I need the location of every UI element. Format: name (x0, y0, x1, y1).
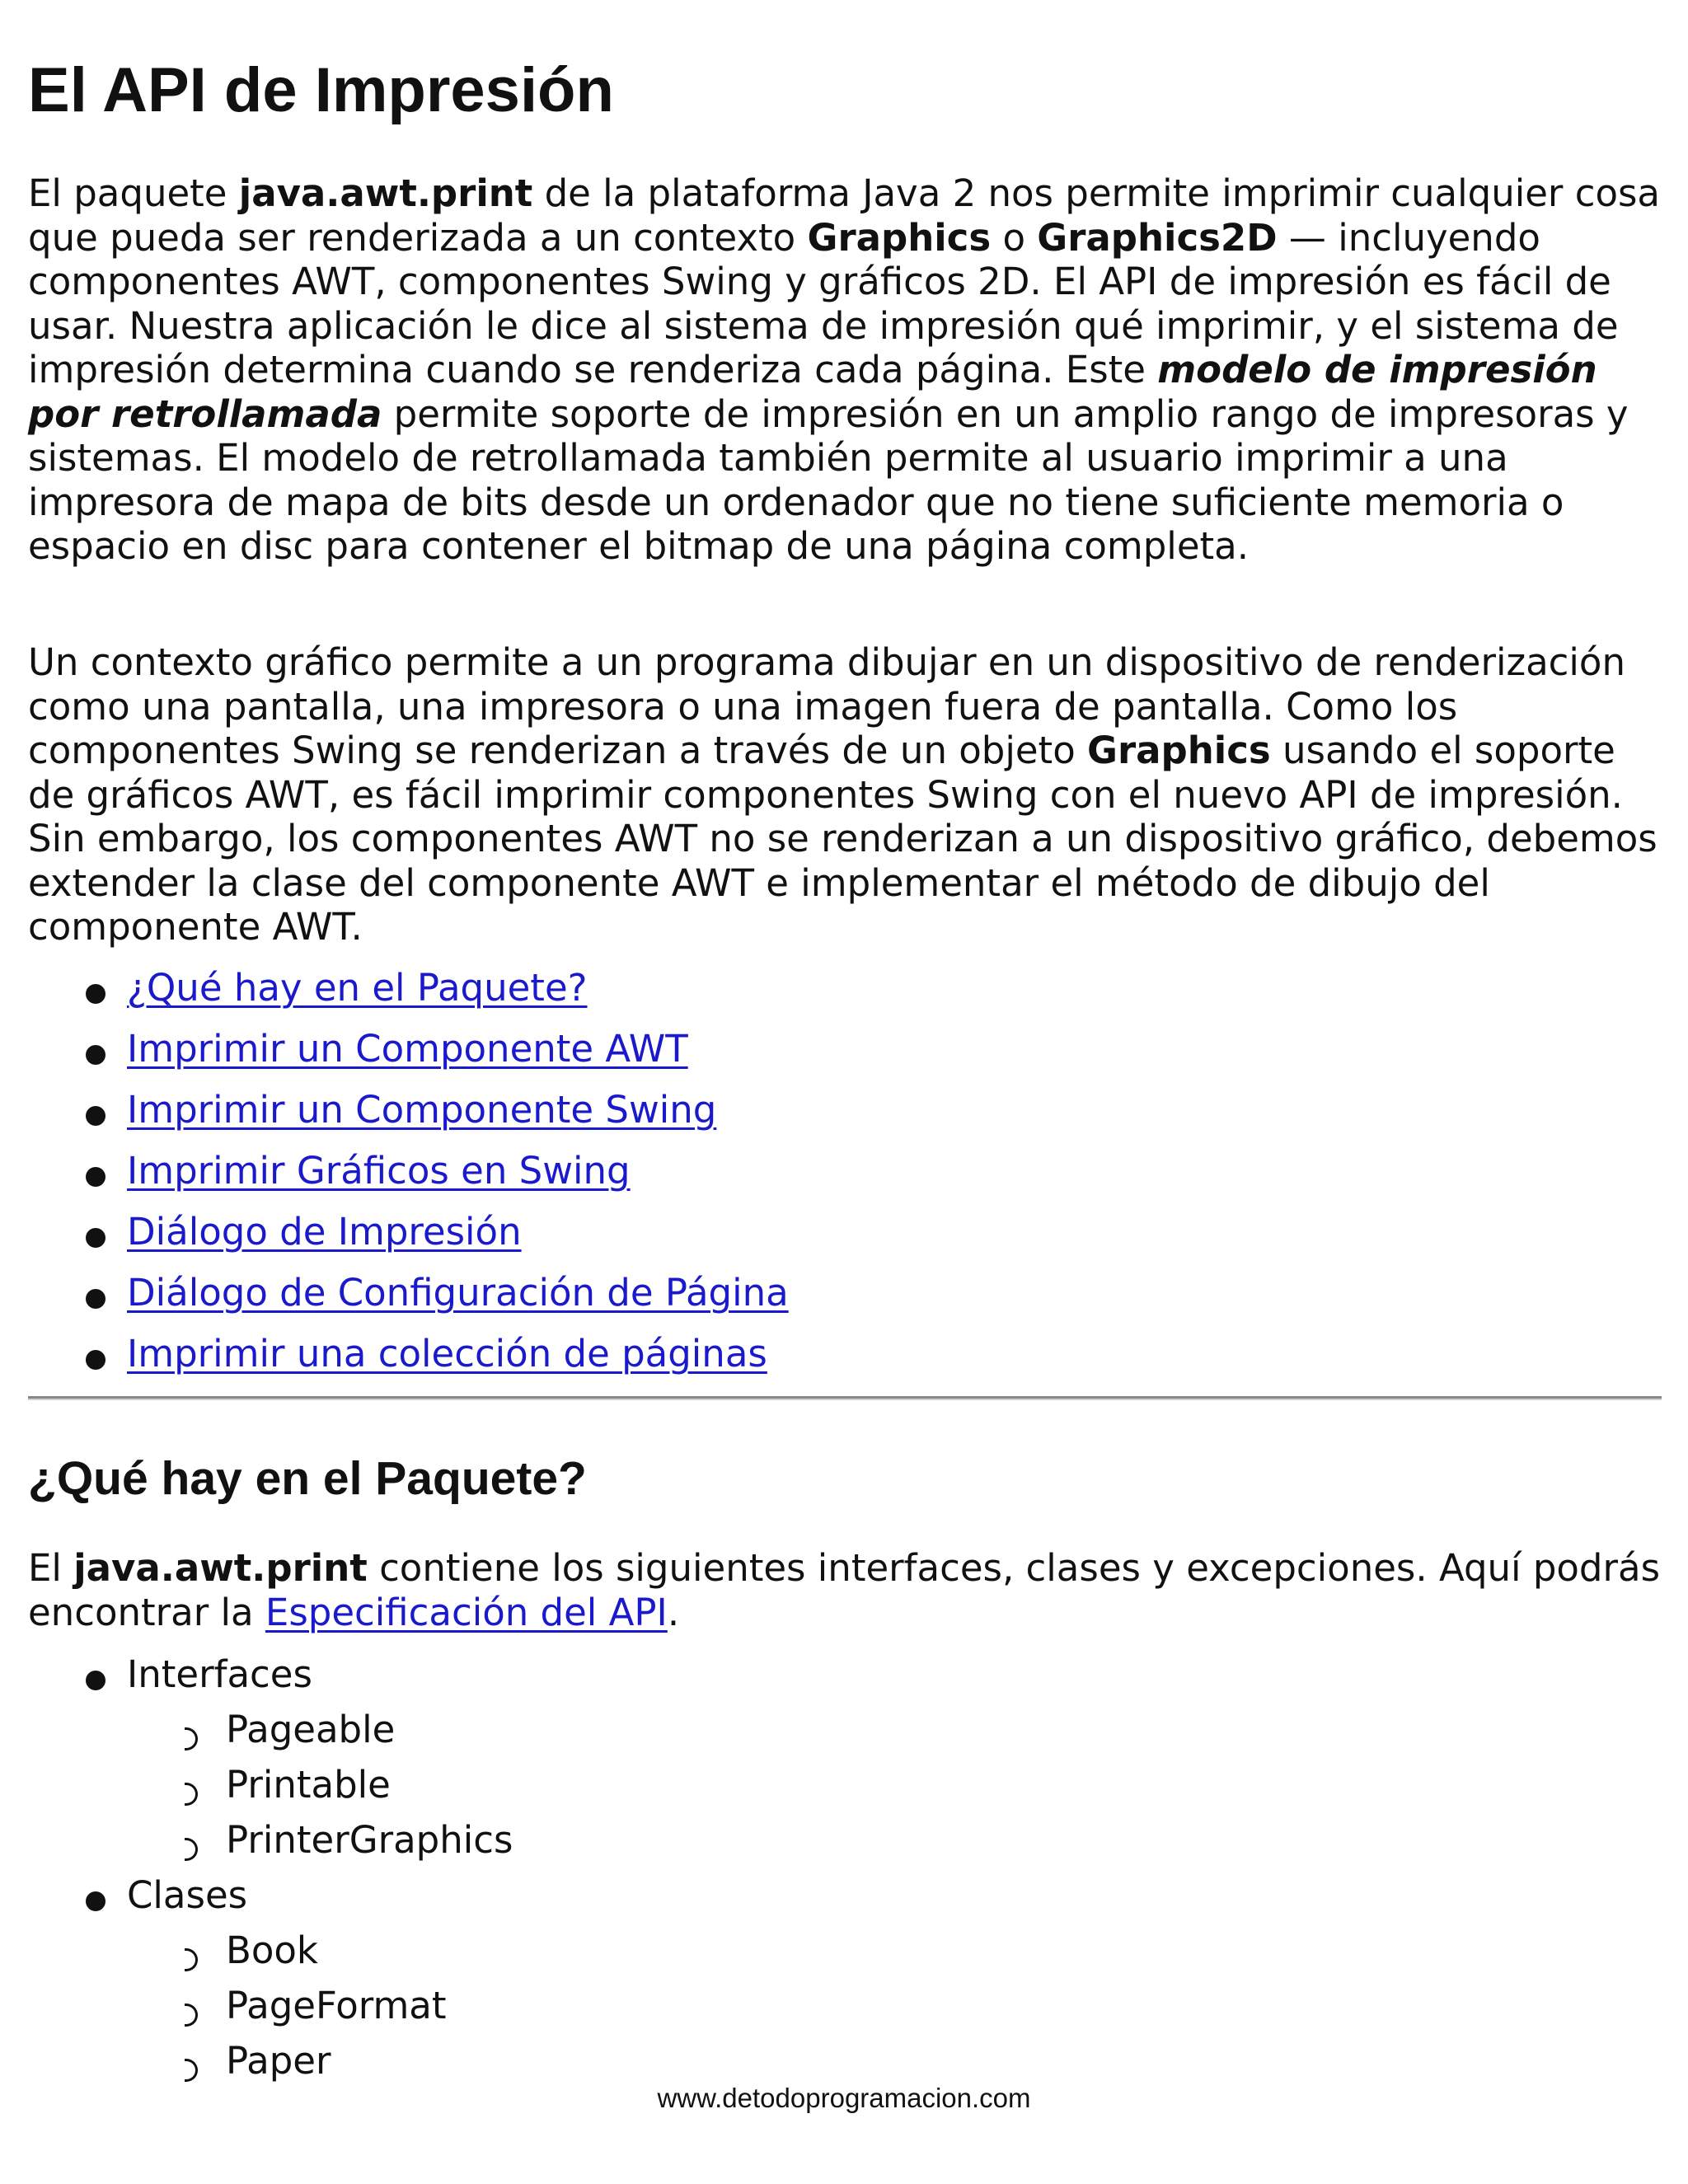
api-spec-link[interactable]: Especificación del API (265, 1590, 668, 1634)
code-java-awt-print: java.awt.print (73, 1546, 368, 1590)
page-footer: www.detodoprogramacion.com (657, 2083, 1031, 2113)
toc-link-componente-awt[interactable]: Imprimir un Componente AWT (127, 1027, 688, 1071)
bullet-icon (86, 1167, 106, 1187)
emphasis-callback-model: modelo de impresión por retrollamada (28, 348, 1597, 436)
package-contents-list (28, 1647, 513, 2088)
code-graphics2d: Graphics2D (1037, 215, 1278, 260)
toc-link-coleccion-paginas[interactable]: Imprimir una colección de páginas (127, 1332, 767, 1376)
list-item-interfaces: Interfaces (28, 1647, 513, 1702)
toc-item (28, 1263, 789, 1324)
intro-paragraph-2: Un contexto gráfico permite a un programa dibujar en un dispositivo de renderización como una pantalla, una impresora o una imagen fuera de pantalla. Como los componentes Swing se renderizan a través de un objeto Graphics usando el soporte de gráficos AWT, es fácil imprimir componentes Swing con el nuevo API de impresión. Sin embargo, los componentes AWT no se renderizan a un dispositivo gráfico, debemos extender la clase del componente AWT e implementar el método de dibujo del componente AWT. (28, 640, 1658, 949)
toc-link-list (28, 958, 789, 1385)
intro-paragraph-1: El paquete java.awt.print de la plataforma Java 2 nos permite imprimir cualquier cosa que pueda ser renderizada a un contexto Graphics o Graphics2D — incluyendo componentes AWT, componentes Swing y gráficos 2D. El API de impresión es fácil de usar. Nuestra aplicación le dice al sistema de impresión qué imprimir, y el sistema de impresión determina cuando se renderiza cada página. Este modelo de impresión por retrollamada permite soporte de impresión en un amplio rango de impresoras y sistemas. El modelo de retrollamada también permite al usuario imprimir a una impresora de mapa de bits desde un ordenador que no tiene suficiente memoria o espacio en disc para contener el bitmap de una página completa. (28, 171, 1661, 568)
list-subitem: PrinterGraphics (28, 1812, 513, 1868)
bullet-icon (86, 1228, 106, 1248)
bullet-icon (86, 1045, 106, 1065)
bullet-icon (86, 1350, 106, 1370)
list-subitem: Book (28, 1923, 513, 1978)
page-title: El API de Impresión (28, 55, 614, 125)
hollow-bullet-icon (185, 1727, 198, 1750)
toc-item (28, 1019, 789, 1080)
list-item-clases: Clases (28, 1868, 513, 1923)
hollow-bullet-icon (185, 2004, 198, 2027)
code-graphics: Graphics (807, 215, 992, 260)
toc-link-dialogo-impresion[interactable]: Diálogo de Impresión (127, 1210, 522, 1254)
bullet-icon (86, 1289, 106, 1309)
list-subitem: PageFormat (28, 1978, 513, 2033)
toc-link-componente-swing[interactable]: Imprimir un Componente Swing (127, 1088, 717, 1132)
toc-link-configuracion-pagina[interactable]: Diálogo de Configuración de Página (127, 1271, 789, 1315)
toc-link-que-hay[interactable]: ¿Qué hay en el Paquete? (127, 966, 588, 1010)
bullet-icon (86, 984, 106, 1004)
hollow-bullet-icon (185, 1948, 198, 1971)
horizontal-rule (28, 1396, 1662, 1400)
list-subitem: Printable (28, 1757, 513, 1812)
bullet-icon (86, 1671, 106, 1690)
section-heading: ¿Qué hay en el Paquete? (28, 1452, 587, 1505)
bullet-icon (86, 1106, 106, 1126)
hollow-bullet-icon (185, 1783, 198, 1806)
hollow-bullet-icon (185, 1838, 198, 1861)
toc-item (28, 1324, 789, 1385)
toc-item (28, 1202, 789, 1263)
hollow-bullet-icon (185, 2059, 198, 2082)
toc-item (28, 1141, 789, 1202)
toc-link-graficos-swing[interactable]: Imprimir Gráficos en Swing (127, 1149, 631, 1193)
code-java-awt-print: java.awt.print (238, 171, 533, 215)
list-subitem: Pageable (28, 1702, 513, 1757)
section-paragraph: El java.awt.print contiene los siguientes interfaces, clases y excepciones. Aquí podrás encontrar la Especificación del API. (28, 1546, 1661, 1634)
code-graphics: Graphics (1087, 729, 1271, 772)
list-subitem: Paper (28, 2033, 513, 2088)
toc-item (28, 958, 789, 1019)
toc-item (28, 1080, 789, 1141)
bullet-icon (86, 1891, 106, 1911)
